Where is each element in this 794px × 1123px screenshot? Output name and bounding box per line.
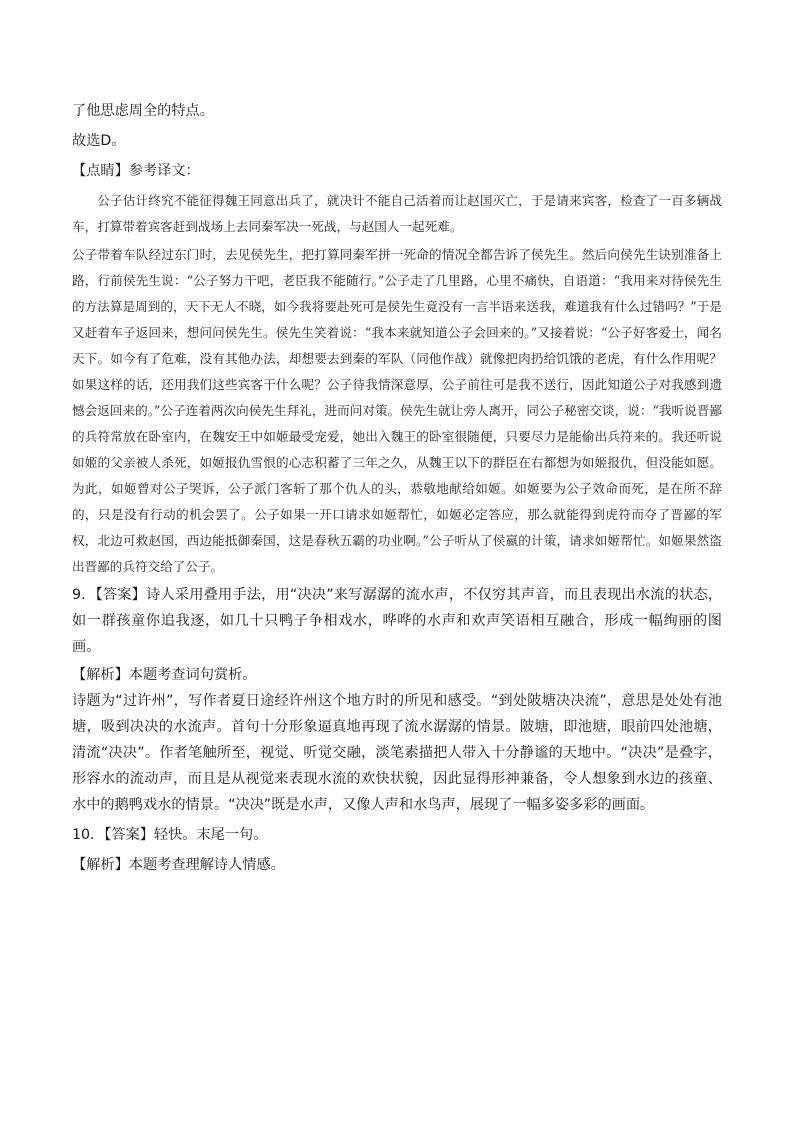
question-9-analysis: [72, 662, 722, 688]
question-10-answer: [72, 822, 722, 848]
question-number: 9．: [72, 587, 96, 603]
document-page: [72, 98, 722, 878]
question-10-analysis: [72, 852, 722, 878]
translation-paragraph-2: 公子带着车队经过东门时，去见侯先生，把打算同秦军拼一死命的情况全都告诉了侯先生。然后向侯先生诀别准备上路，行前侯先生说：“公子努力干吧，老臣我不能随行。”公子走了几里路，心里不痛快，自语道：“我用来对待侯先生的方法算是周到的，天下无人不晓，如今我将要赴死可是侯先生竟没有一言半语来送我，难道我有什么过错吗？”于是又赶着车子返回来，想问问侯先生。侯先生笑着说：“我本来就知道公子会回来的。”又接着说：“公子好客爱士，闻名天下。如今有了危难，没有其他办法，却想要去到秦的军队（同他作战）就像把肉扔给饥饿的老虎，有什么作用呢？如果这样的话，还用我们这些宾客干什么呢？公子待我情深意厚，公子前往可是我不送行，因此知道公子对我感到遗憾会返回来的。”公子连着两次向侯先生拜礼，进而问对策。侯先生就让旁人离开，同公子秘密交谈，说：“我听说晋鄙的兵符常放在卧室内，在魏安王中如姬最受宠爱，她出入魏王的卧室很随便，只要尽力是能偷出兵符来的。我还听说如姬的父亲被人杀死，如姬报仇雪恨的心志积蓄了三年之久，从魏王以下的群臣在右都想为如姬报仇，但没能如愿。为此，如姬曾对公子哭诉，公子派门客斩了那个仇人的头，恭敬地献给如姬。如姬要为公子效命而死，是在所不辞的，只是没有行动的机会罢了。公子如果一开口请求如姬帮忙，如姬必定答应，那么就能得到虎符而夺了晋鄙的军权，北边可救赵国，西边能抵御秦国，这是春秋五霸的功业啊。”公子听从了侯嬴的计策，请求如姬帮忙。如姬果然盗出晋鄙的兵符交给了公子。: [72, 247, 722, 574]
analysis-text: 本题考查词句赏析。: [128, 667, 257, 683]
analysis-text: 本题考查理解诗人情感。: [128, 857, 285, 873]
comment-label: 参考译文：: [128, 163, 200, 179]
text-line: 故选D。: [72, 133, 126, 149]
translation-paragraph-1: 公子估计终究不能征得魏王同意出兵了，就决计不能自己活着而让赵国灭亡，于是请来宾客，检查了一百多辆战车，打算带着宾客赶到战场上去同秦军决一死战，与赵国人一起死难。: [72, 193, 722, 234]
analysis-tag: 【解析】: [72, 857, 129, 873]
question-number: 10．: [72, 827, 105, 843]
text-line: 了他思虑周全的特点。: [72, 103, 214, 119]
analysis-tag: 【解析】: [72, 667, 129, 683]
question-9-answer: [72, 582, 722, 660]
question-9-body: 诗题为“过许州”，写作者夏日途经许州这个地方时的所见和感受。“到处陂塘决决流”，意思是处处有池塘，吸到决决的水流声。首句十分形象逼真地再现了流水潺潺的情景。陂塘，即池塘，眼前四处池塘，清流“决决”。作者笔触所至，视觉、听觉交融，淡笔素描把人带入十分静谧的天地中。“决决”是叠字，形容水的流动声，而且是从视觉来表现水流的欢快状貌，因此显得形神兼备，令人想象到水边的孩童、水中的鹅鸭戏水的情景。“决决”既是水声，又像人声和水鸟声，展现了一幅多姿多彩的画面。: [72, 693, 722, 813]
answer-tag: 【答案】: [104, 827, 154, 843]
answer-text: 轻快。末尾一句。: [153, 827, 268, 843]
comment-heading: [72, 158, 722, 184]
comment-tag: 【点睛】: [72, 163, 129, 179]
answer-text: 诗人采用叠用手法，用“决决”来写潺潺的流水声，不仅穷其声音，而且表现出水流的状态，如一群孩童你追我逐，如几十只鸭子争相戏水，哗哗的水声和欢声笑语相互融合，形成一幅绚丽的图画。: [72, 587, 723, 655]
answer-tag: 【答案】: [95, 587, 147, 603]
